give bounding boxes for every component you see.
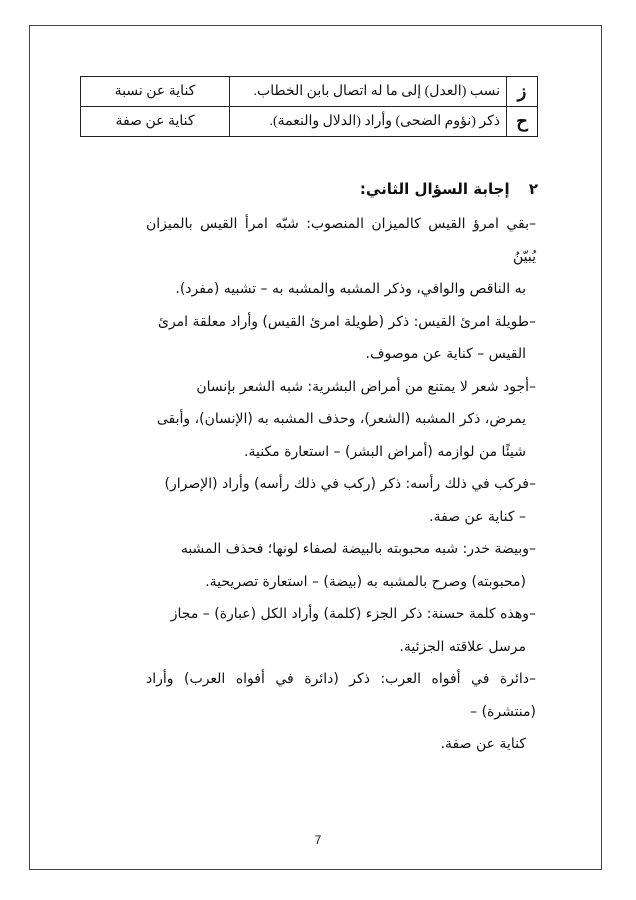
answer-line: – كناية عن صفة.	[429, 508, 526, 525]
row-type: كناية عن نسبة	[81, 77, 230, 107]
row-text: نسب (العدل) إلى ما له اتصال بابن الخطاب.	[230, 77, 507, 107]
answer-line: به الناقص والوافي، وذكر المشبه والمشبه به – تشبيه (مفرد).	[175, 281, 526, 297]
answers-list	[146, 208, 536, 761]
answer-line: كناية عن صفة.	[440, 736, 526, 752]
answer-line: –فركب في ذلك رأسه: ذكر (ركب في ذلك رأسه) وأراد (الإصرار)	[164, 476, 536, 492]
answer-line: –وبيضة خدر: شبه محبوبته بالبيضة لصفاء لونها؛ فحذف المشبه	[180, 541, 536, 557]
row-letter: ح	[507, 107, 538, 137]
row-letter: ز	[507, 77, 538, 107]
section-number: ٢	[528, 180, 538, 198]
answer-line: –أجود شعر لا يمتنع من أمراض البشرية: شبه الشعر بإنسان	[196, 378, 536, 395]
answer-line: –طويلة امرئ القيس: ذكر (طويلة امرئ القيس) وأراد معلقة امرئ	[158, 313, 536, 330]
answer-line: –دائرة في أفواه العرب: ذكر (دائرة في أفواه العرب) وأراد (منتشرة) –	[146, 671, 536, 720]
answer-line: –بقي امرؤ القيس كالميزان المنصوب: شبّه امرأ القيس بالميزان يُبيّنُ	[146, 216, 536, 265]
rhetoric-table	[80, 76, 538, 137]
table-row	[81, 77, 538, 107]
answer-line: مرسل علاقته الجزئية.	[399, 638, 526, 655]
section-title: إجابة السؤال الثاني:	[359, 180, 510, 198]
answer-line: شيئًا من لوازمه (أمراض البشر) – استعارة مكنية.	[244, 443, 526, 460]
row-text: ذكر (نؤوم الضحى) وأراد (الدلال والنعمة).	[230, 107, 507, 137]
answer-line: القيس – كناية عن موصوف.	[365, 346, 526, 362]
table-row	[81, 107, 538, 137]
row-type: كناية عن صفة	[81, 107, 230, 137]
answer-line: (محبوبته) وصرح بالمشبه به (بيضة) – استعارة تصريحية.	[205, 573, 526, 590]
answer-line: يمرض، ذكر المشبه (الشعر)، وحذف المشبه به (الإنسان)، وأبقى	[156, 411, 526, 427]
answer-line: –وهذه كلمة حسنة: ذكر الجزء (كلمة) وأراد الكل (عبارة) – مجاز	[170, 606, 536, 622]
section-heading	[360, 180, 538, 198]
page-number: 7	[314, 833, 322, 847]
